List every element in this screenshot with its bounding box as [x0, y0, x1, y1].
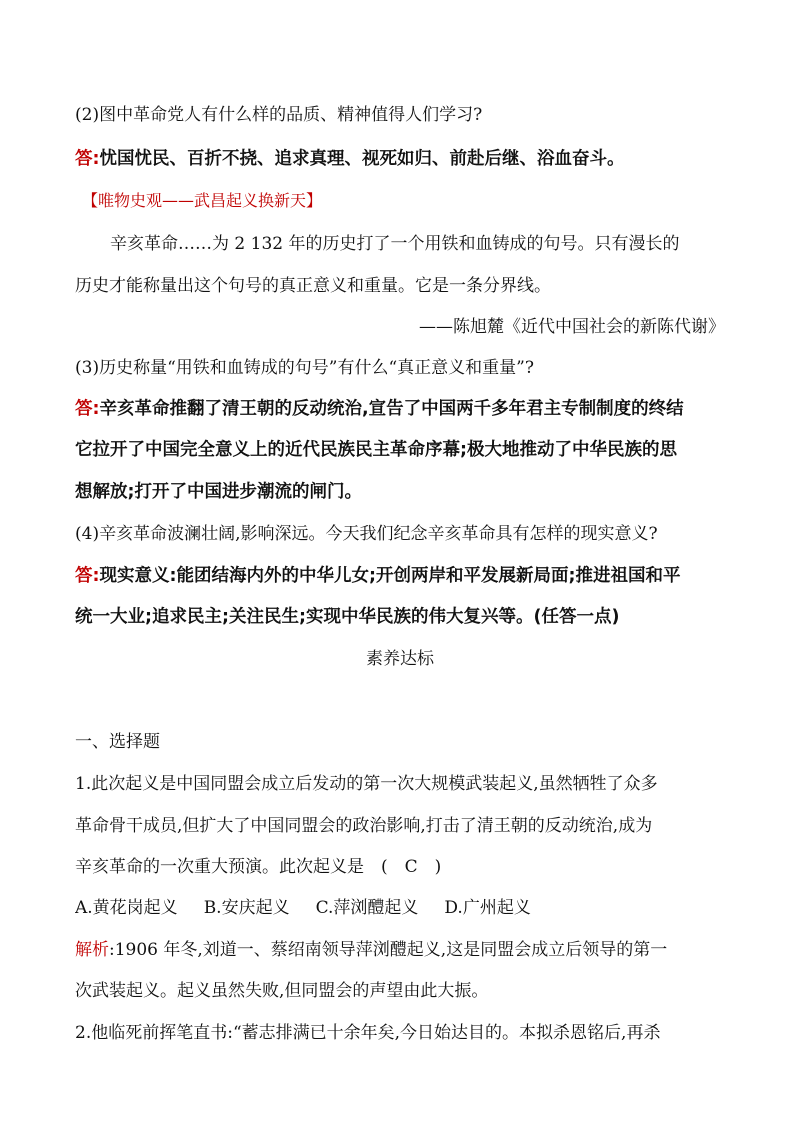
q4-question: (4)辛亥革命波澜壮阔,影响深远。今天我们纪念辛亥革命具有怎样的现实意义? — [75, 524, 658, 544]
answer-label: 答: — [75, 566, 100, 586]
section-tag: 【唯物史观——武昌起义换新天】 — [82, 191, 323, 210]
section-heading: 素养达标 — [366, 649, 434, 669]
mc1-line-3: 辛亥革命的一次重大预演。此次起义是 ( C ) — [75, 857, 442, 877]
q4-answer-line-2: 统一大业;追求民主;关注民生;实现中华民族的伟大复兴等。(任答一点) — [75, 607, 620, 627]
answer-text: 辛亥革命推翻了清王朝的反动统治,宣告了中国两千多年君主专制制度的终结 — [99, 399, 684, 419]
mc1-line-1: 1.此次起义是中国同盟会成立后发动的第一次大规模武装起义,虽然牺牲了众多 — [75, 774, 658, 794]
mc2-line-1: 2.他临死前挥笔直书:“蓄志排满已十余年矣,今日始达目的。本拟杀恩铭后,再杀 — [75, 1023, 661, 1043]
section-title: 一、选择题 — [75, 732, 160, 752]
mc1-analysis-line-1 — [75, 939, 725, 961]
answer-text: 忧国忧民、百折不挠、追求真理、视死如归、前赴后继、浴血奋斗。 — [99, 149, 625, 169]
quote-line-1: 辛亥革命……为 2 132 年的历史打了一个用铁和血铸成的句号。只有漫长的 — [110, 234, 680, 254]
answer-label: 答: — [75, 399, 100, 419]
q3-question: (3)历史称量“用铁和血铸成的句号”有什么“真正意义和重量”? — [75, 358, 534, 378]
mc1-line-2: 革命骨干成员,但扩大了中国同盟会的政治影响,打击了清王朝的反动统治,成为 — [75, 816, 653, 836]
mc1-options — [75, 897, 725, 919]
quote-source: ——陈旭麓《近代中国社会的新陈代谢》 — [419, 317, 725, 337]
analysis-label: 解析 — [75, 940, 109, 960]
q2-question: (2)图中革命党人有什么样的品质、精神值得人们学习? — [75, 105, 483, 125]
option-b: B.安庆起义 — [203, 898, 290, 918]
answer-text: 现实意义:能团结海内外的中华儿女;开创两岸和平发展新局面;推进祖国和平 — [99, 566, 681, 586]
mc1-analysis-line-2: 次武装起义。起义虽然失败,但同盟会的声望由此大振。 — [75, 981, 489, 1001]
q4-answer-line-1 — [75, 565, 725, 587]
q3-answer-line-3: 想解放;打开了中国进步潮流的闸门。 — [75, 482, 362, 502]
option-c: C.萍浏醴起义 — [315, 898, 419, 918]
q3-answer-line-2: 它拉开了中国完全意义上的近代民族民主革命序幕;极大地推动了中华民族的思 — [75, 440, 677, 460]
q3-answer-line-1 — [75, 398, 725, 420]
option-a: A.黄花岗起义 — [75, 898, 178, 918]
answer-label: 答: — [75, 149, 100, 169]
analysis-text: :1906 年冬,刘道一、蔡绍南领导萍浏醴起义,这是同盟会成立后领导的第一 — [109, 940, 668, 960]
q2-answer — [75, 148, 725, 170]
option-d: D.广州起义 — [444, 898, 531, 918]
quote-line-2: 历史才能称量出这个句号的真正意义和重量。它是一条分界线。 — [75, 276, 551, 296]
